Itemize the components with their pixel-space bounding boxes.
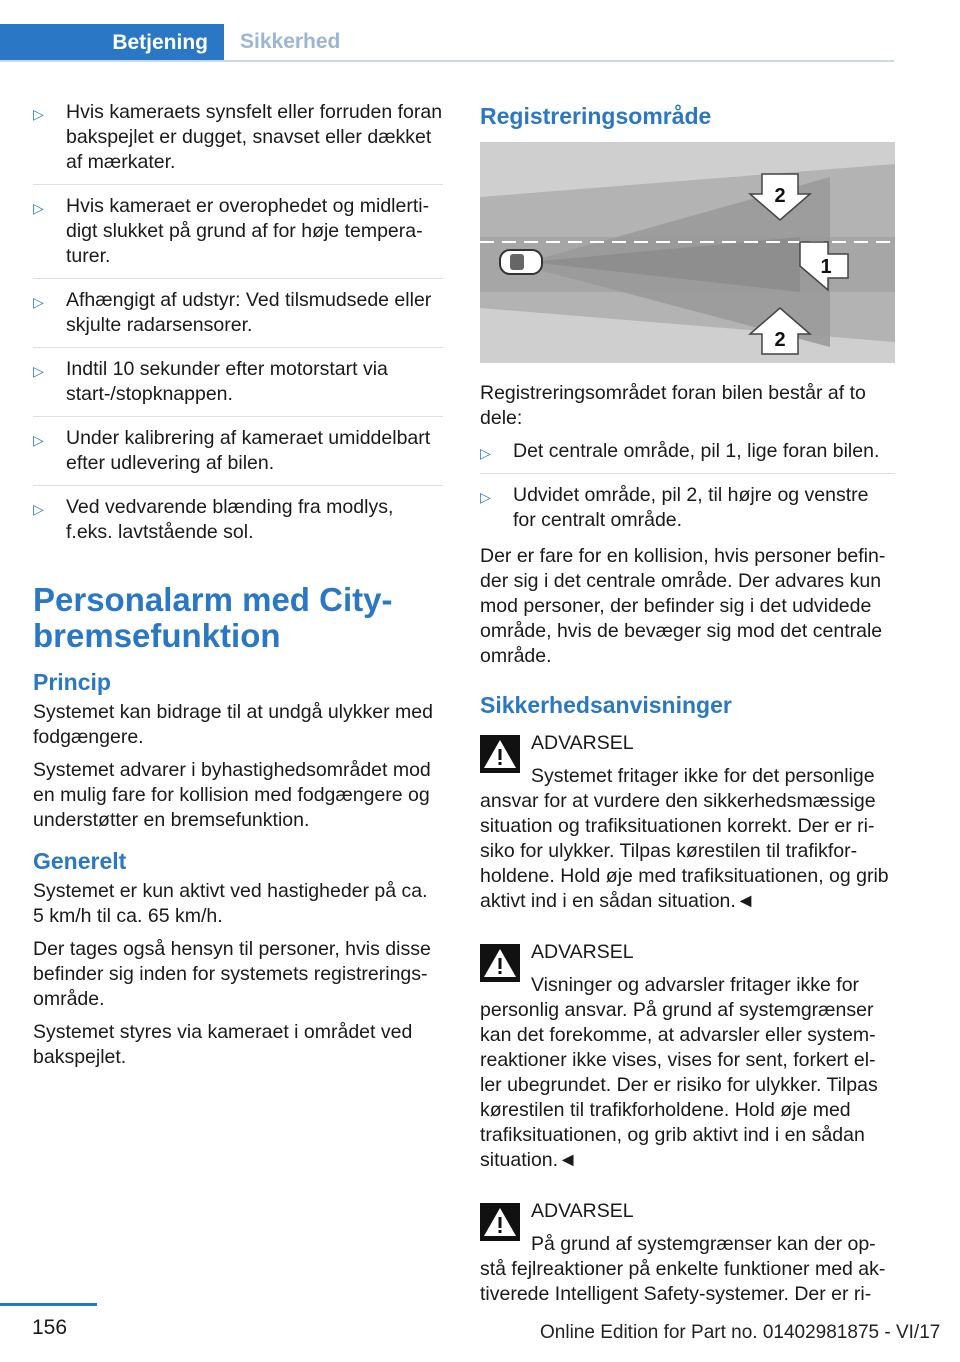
registrering-paragraph: Registreringsområdet foran bilen består af to dele: bbox=[480, 382, 866, 429]
list-item-text: Hvis kameraets synsfelt eller forruden foran bakspejlet er dugget, snavset eller dækket af mærkater. bbox=[66, 101, 443, 173]
list-item-text: Indtil 10 sekunder efter motorstart via start-/stopknappen. bbox=[66, 358, 388, 405]
warning-label: ADVARSEL bbox=[531, 941, 634, 963]
princip-heading: Princip bbox=[33, 669, 111, 695]
triangle-bullet-icon: ▷ bbox=[33, 294, 44, 310]
warning-block bbox=[480, 1199, 895, 1307]
warning-text-rest: stå fejlreaktioner på enkelte funktioner med ak‐tiverede Intelligent Safety-systemer. Der er ri‐ bbox=[480, 1258, 886, 1305]
list-item-text: Under kalibrering af kameraet umiddelbart efter udlevering af bilen. bbox=[66, 427, 431, 474]
generelt-heading: Generelt bbox=[33, 848, 127, 874]
warning-label: ADVARSEL bbox=[531, 1200, 634, 1222]
header-tabbar bbox=[0, 0, 894, 62]
detection-area-figure bbox=[480, 142, 895, 363]
warning-text-first-line: På grund af systemgrænser kan der op‐ bbox=[531, 1233, 876, 1255]
list-item-text: Hvis kameraet er overophedet og midlerti‐digt slukket på grund af for høje tempera‐turer. bbox=[66, 195, 430, 267]
warning-triangle-icon bbox=[480, 1203, 520, 1241]
warning-text bbox=[480, 764, 895, 914]
triangle-bullet-icon: ▷ bbox=[33, 363, 44, 379]
list-item bbox=[33, 357, 443, 417]
right-column bbox=[480, 100, 895, 1307]
registrering-heading: Registreringsområde bbox=[480, 103, 712, 129]
warning-text-rest: personlig ansvar. På grund af systemgrænser kan det forekomme, at advarsler eller system‐reaktioner ikke vises, vises for sent, forkert el‐ler ubegrundet. Der er risiko for ulykker. Tilpas kørestilen til trafikforholdene. Hold øje med trafiksituationen, og grib aktivt ind i en sådan situation.◄ bbox=[480, 999, 878, 1171]
registrering-paragraph: Der er fare for en kollision, hvis personer befin‐der sig i det centrale område. Der advares kun mod personer, der befinder sig i det udvidede område, hvis de bevæger sig mod det centrale område. bbox=[480, 545, 886, 667]
princip-paragraph: Systemet kan bidrage til at undgå ulykker med fodgængere. bbox=[33, 701, 433, 748]
list-item-text: Ved vedvarende blænding fra modlys, f.eks. lavtstående sol. bbox=[66, 496, 394, 543]
list-item bbox=[33, 426, 443, 486]
warning-text-first-line: Systemet fritager ikke for det personlige bbox=[531, 765, 875, 787]
warning-triangle-icon bbox=[480, 735, 520, 773]
list-item-text: Udvidet område, pil 2, til højre og venstre for centralt område. bbox=[513, 484, 869, 531]
condition-list bbox=[33, 100, 443, 554]
warning-label: ADVARSEL bbox=[531, 732, 634, 754]
triangle-bullet-icon: ▷ bbox=[33, 432, 44, 448]
warning-text-rest: ansvar for at vurdere den sikkerhedsmæssige situation og trafiksituationen korrekt. Der er ri‐siko for ulykker. Tilpas kørestilen til trafikfor‐holdene. Hold øje med trafiksituationen, og grib aktivt ind i en sådan situation.◄ bbox=[480, 790, 889, 912]
warning-block bbox=[480, 731, 895, 914]
left-column bbox=[33, 100, 443, 1078]
triangle-bullet-icon: ▷ bbox=[33, 200, 44, 216]
warning-triangle-icon bbox=[480, 944, 520, 982]
triangle-bullet-icon: ▷ bbox=[33, 501, 44, 517]
list-item bbox=[33, 100, 443, 185]
edition-note: Online Edition for Part no. 01402981875 - VI/17 bbox=[540, 1322, 941, 1343]
list-item bbox=[33, 194, 443, 279]
generelt-paragraph: Der tages også hensyn til personer, hvis disse befinder sig inden for systemets registrerings‐område. bbox=[33, 938, 431, 1010]
svg-text:2: 2 bbox=[774, 185, 786, 207]
triangle-bullet-icon: ▷ bbox=[480, 445, 491, 461]
section-title: Personalarm med City-bremsefunktion bbox=[33, 581, 393, 654]
svg-text:1: 1 bbox=[820, 256, 832, 278]
svg-text:2: 2 bbox=[774, 329, 786, 351]
princip-paragraph: Systemet advarer i byhastighedsområdet mod en mulig fare for kollision med fodgængere og understøtter en bremsefunktion. bbox=[33, 759, 431, 831]
tab-sikkerhed[interactable]: Sikkerhed bbox=[240, 30, 341, 53]
registrering-list bbox=[480, 439, 895, 542]
list-item-text: Afhængigt af udstyr: Ved tilsmudsede eller skjulte radarsensorer. bbox=[66, 289, 432, 336]
list-item-text: Det centrale område, pil 1, lige foran bilen. bbox=[513, 440, 880, 462]
triangle-bullet-icon: ▷ bbox=[480, 489, 491, 505]
list-item bbox=[33, 288, 443, 348]
tabbar-divider bbox=[0, 60, 894, 62]
detection-area-illustration bbox=[480, 142, 895, 363]
list-item bbox=[480, 483, 895, 542]
car-icon bbox=[500, 250, 542, 274]
warning-text bbox=[480, 1232, 895, 1307]
tab-betjening[interactable]: Betjening bbox=[0, 24, 224, 62]
triangle-bullet-icon: ▷ bbox=[33, 106, 44, 122]
warning-text-first-line: Visninger og advarsler fritager ikke for bbox=[531, 974, 860, 996]
generelt-paragraph: Systemet er kun aktivt ved hastigheder på ca. 5 km/h til ca. 65 km/h. bbox=[33, 880, 428, 927]
page-number: 156 bbox=[32, 1316, 68, 1339]
list-item bbox=[33, 495, 443, 554]
sikkerhed-heading: Sikkerhedsanvisninger bbox=[480, 692, 732, 718]
warning-block bbox=[480, 940, 895, 1173]
warning-text bbox=[480, 973, 895, 1173]
list-item bbox=[480, 439, 895, 474]
footer-rule bbox=[0, 1303, 97, 1306]
generelt-paragraph: Systemet styres via kameraet i området ved bakspejlet. bbox=[33, 1021, 413, 1068]
